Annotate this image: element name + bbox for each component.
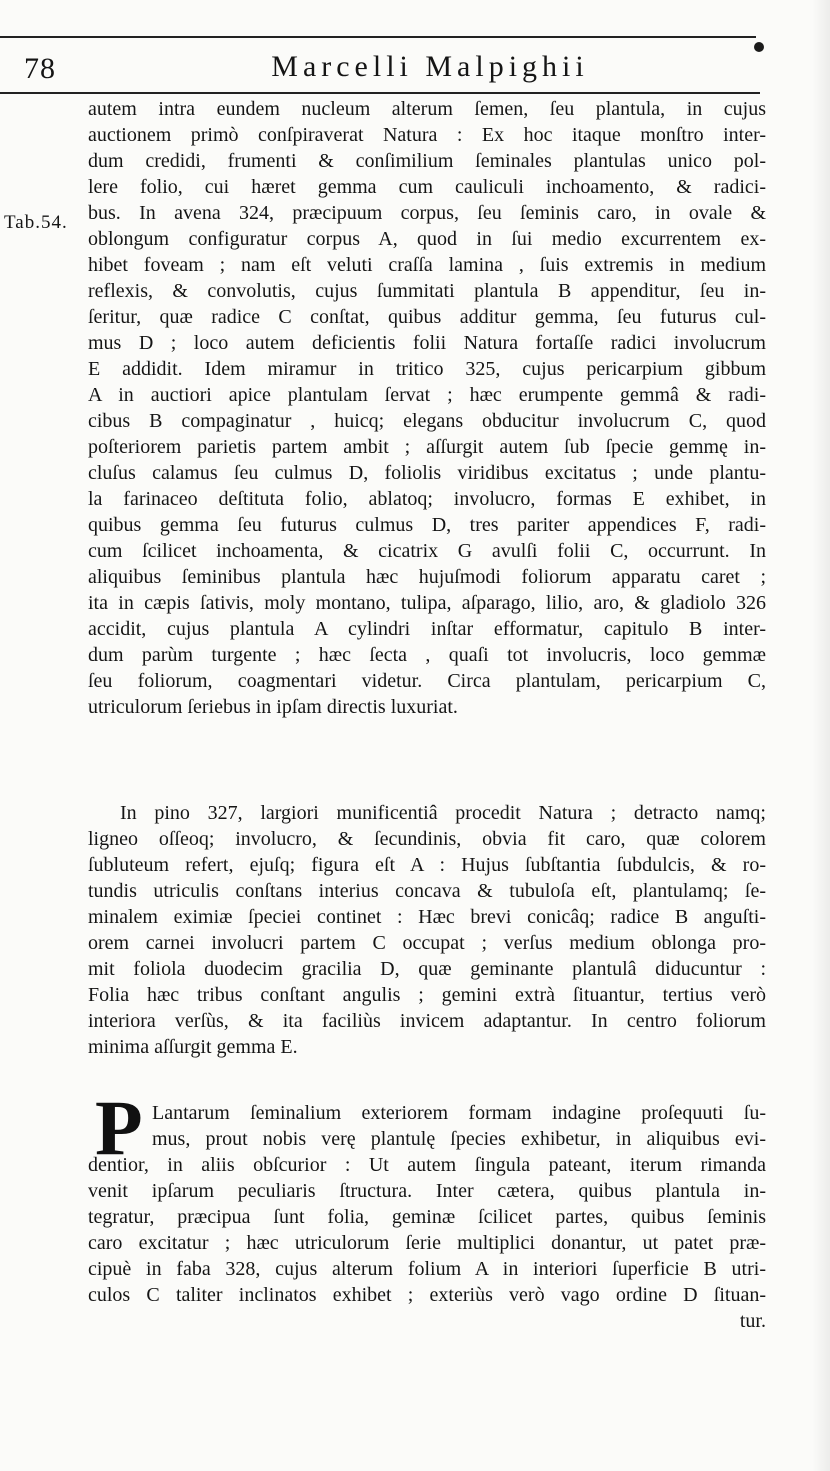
paragraph-pinus: [88, 800, 766, 1060]
text-line: ita in cæpis ſativis, moly montano, tulipa, aſparago, lilio, aro, & gladiolo 326: [88, 592, 766, 614]
text-line: minalem eximiæ ſpeciei continet : Hæc brevi conicâq; radice B anguſti-: [88, 906, 766, 928]
text-line: minima aſſurgit gemma E.: [88, 1036, 298, 1058]
text-line: dum credidi, frumenti & conſimilium ſeminales plantulas unico pol-: [88, 150, 766, 172]
text-line: venit ipſarum peculiaris ſtructura. Inter cætera, quibus plantula in-: [88, 1180, 766, 1202]
text-line: reflexis, & convolutis, cujus ſummitati plantula B appenditur, ſeu in-: [88, 280, 766, 302]
text-line: oblongum configuratur corpus A, quod in ſui medio excurrentem ex-: [88, 228, 766, 250]
text-line: dum parùm turgente ; hæc ſecta , quaſi tot involucris, loco gemmæ: [88, 644, 766, 666]
text-line: cipuè in faba 328, cujus alterum folium A in interiori ſuperficie B utri-: [88, 1258, 766, 1280]
text-line: culos C taliter inclinatos exhibet ; exteriùs verò vago ordine D ſituan-: [88, 1284, 766, 1306]
text-line: ſeritur, quæ radice C conſtat, quibus additur gemma, ſeu futurus cul-: [88, 306, 766, 328]
text-line: caro excitatur ; hæc utriculorum ſerie multiplici donantur, ut patet præ-: [88, 1232, 766, 1254]
text-line: accidit, cujus plantula A cylindri inſtar efformatur, capitulo B inter-: [88, 618, 766, 640]
text-line: A in auctiori apice plantulam ſervat ; hæc erumpente gemmâ & radi-: [88, 384, 766, 406]
text-line: bus. In avena 324, præcipuum corpus, ſeu ſeminis caro, in ovale &: [88, 202, 766, 224]
text-line: ligneo oſſeoq; involucro, & ſecundinis, obvia fit caro, quæ colorem: [88, 828, 766, 850]
ink-dot: [754, 42, 764, 52]
page-number: 78: [24, 52, 56, 85]
text-line: E addidit. Idem miramur in tritico 325, cujus pericarpium gibbum: [88, 358, 766, 380]
page-edge-shadow: [812, 0, 830, 1471]
paragraph-plantarum: [88, 1084, 766, 1334]
text-line: In pino 327, largiori munificentiâ procedit Natura ; detracto namq;: [120, 802, 766, 824]
text-line: cibus B compaginatur , huicq; elegans obducitur involucrum C, quod: [88, 410, 766, 432]
margin-note: Tab.54.: [4, 212, 68, 233]
text-line: tegratur, præcipua ſunt folia, geminæ ſcilicet partes, quibus ſeminis: [88, 1206, 766, 1228]
text-line: ſeu foliorum, coagmentari videtur. Circa plantulam, pericarpium C,: [88, 670, 766, 692]
text-line: autem intra eundem nucleum alterum ſemen, ſeu plantula, in cujus: [88, 98, 766, 120]
text-line: orem carnei involucri partem C occupat ; verſus medium oblonga pro-: [88, 932, 766, 954]
text-line: mus, prout nobis verę plantulę ſpecies exhibetur, in aliquibus evi-: [152, 1128, 766, 1150]
text-line: utriculorum ſeriebus in ipſam directis luxuriat.: [88, 696, 458, 718]
text-line: cluſus calamus ſeu culmus D, foliolis viridibus excitatus ; unde plantu-: [88, 462, 766, 484]
text-line: cum ſcilicet inchoamenta, & cicatrix G avulſi folii C, occurrunt. In: [88, 540, 766, 562]
head-rule: [0, 92, 760, 94]
text-line: ſubluteum refert, ejuſq; figura eſt A : Hujus ſubſtantia ſubdulcis, & ro-: [88, 854, 766, 876]
text-line: tundis utriculis conſtans interius concava & tubuloſa eſt, plantulamq; ſe-: [88, 880, 766, 902]
text-line: la farinaceo deſtituta folio, ablatoq; involucro, formas E exhibet, in: [88, 488, 766, 510]
text-line: Folia hæc tribus conſtant angulis ; gemini extrà ſituantur, tertius verò: [88, 984, 766, 1006]
text-line: mit foliola duodecim gracilia D, quæ geminante plantulâ diducuntur :: [88, 958, 766, 980]
text-line: quibus gemma ſeu futurus culmus D, tres pariter appendices F, radi-: [88, 514, 766, 536]
running-head: Marcelli Malpighii: [271, 50, 589, 83]
text-line: auctionem primò conſpiraverat Natura : Ex hoc itaque monſtro inter-: [88, 124, 766, 146]
text-line: aliquibus ſeminibus plantula hæc hujuſmodi foliorum apparatu caret ;: [88, 566, 766, 588]
text-line: tur.: [739, 1310, 766, 1332]
text-line: interiora verſùs, & ita faciliùs invicem adaptantur. In centro foliorum: [88, 1010, 766, 1032]
text-line: Lantarum ſeminalium exteriorem formam indagine proſequuti ſu-: [152, 1102, 766, 1124]
text-line: mus D ; loco autem deficientis folii Natura fortaſſe radici involucrum: [88, 332, 766, 354]
text-line: dentior, in aliis obſcurior : Ut autem ſingula pateant, iterum rimanda: [88, 1154, 766, 1176]
text-line: lere folio, cui hæret gemma cum cauliculi inchoamento, & radici-: [88, 176, 766, 198]
drop-cap: P: [95, 1084, 143, 1171]
top-rule: [0, 36, 756, 38]
paragraph-avena-triticum: [88, 96, 766, 720]
text-line: poſteriorem parietis partem ambit ; aſſurgit autem ſub ſpecie gemmę in-: [88, 436, 766, 458]
text-line: hibet foveam ; nam eſt veluti craſſa lamina , ſuis extremis in medium: [88, 254, 766, 276]
